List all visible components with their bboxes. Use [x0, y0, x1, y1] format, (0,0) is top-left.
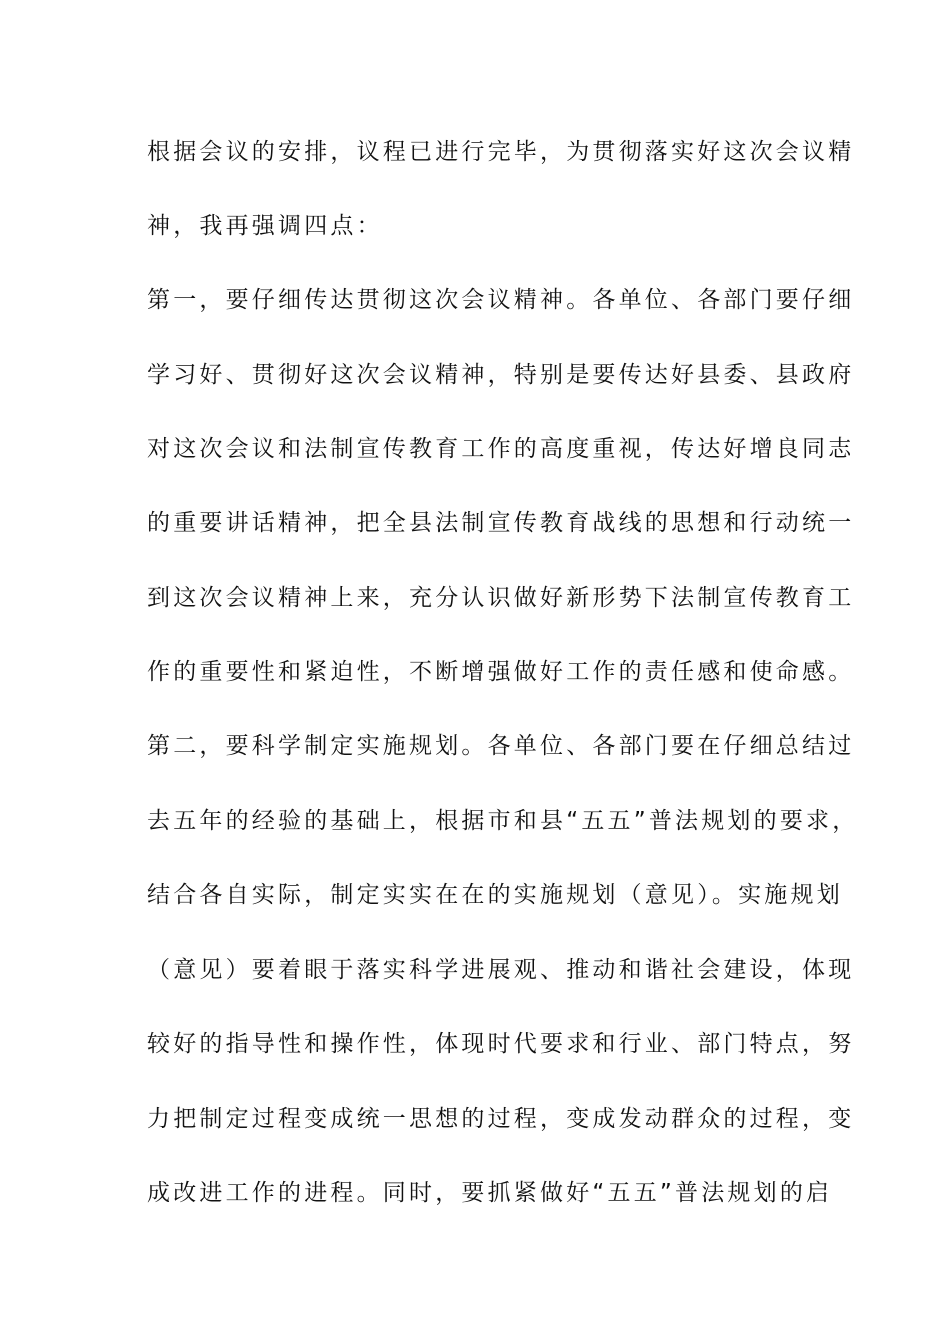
text-line-12: （意见）要着眼于落实科学进展观、推动和谐社会建设，体现 [147, 957, 855, 983]
text-line-7: 到这次会议精神上来，充分认识做好新形势下法制宣传教育工 [147, 585, 855, 611]
text-line-9: 第二，要科学制定实施规划。各单位、各部门要在仔细总结过 [147, 733, 855, 759]
text-line-15: 成改进工作的进程。同时，要抓紧做好“五五”普法规划的启 [147, 1180, 833, 1206]
text-line-4: 学习好、贯彻好这次会议精神，特别是要传达好县委、县政府 [147, 362, 855, 388]
text-line-10: 去五年的经验的基础上，根据市和县“五五”普法规划的要求， [147, 808, 859, 834]
text-line-8: 作的重要性和紧迫性，不断增强做好工作的责任感和使命感。 [147, 659, 855, 685]
text-line-13: 较好的指导性和操作性，体现时代要求和行业、部门特点，努 [147, 1031, 855, 1057]
text-line-2: 神，我再强调四点： [147, 213, 383, 239]
text-line-11: 结合各自实际，制定实实在在的实施规划（意见）。实施规划 [147, 882, 843, 908]
text-line-1: 根据会议的安排，议程已进行完毕，为贯彻落实好这次会议精 [147, 139, 855, 165]
text-line-3: 第一，要仔细传达贯彻这次会议精神。各单位、各部门要仔细 [147, 287, 855, 313]
text-line-14: 力把制定过程变成统一思想的过程，变成发动群众的过程，变 [147, 1106, 855, 1132]
text-line-6: 的重要讲话精神，把全县法制宣传教育战线的思想和行动统一 [147, 510, 855, 536]
text-line-5: 对这次会议和法制宣传教育工作的高度重视，传达好增良同志 [147, 436, 855, 462]
